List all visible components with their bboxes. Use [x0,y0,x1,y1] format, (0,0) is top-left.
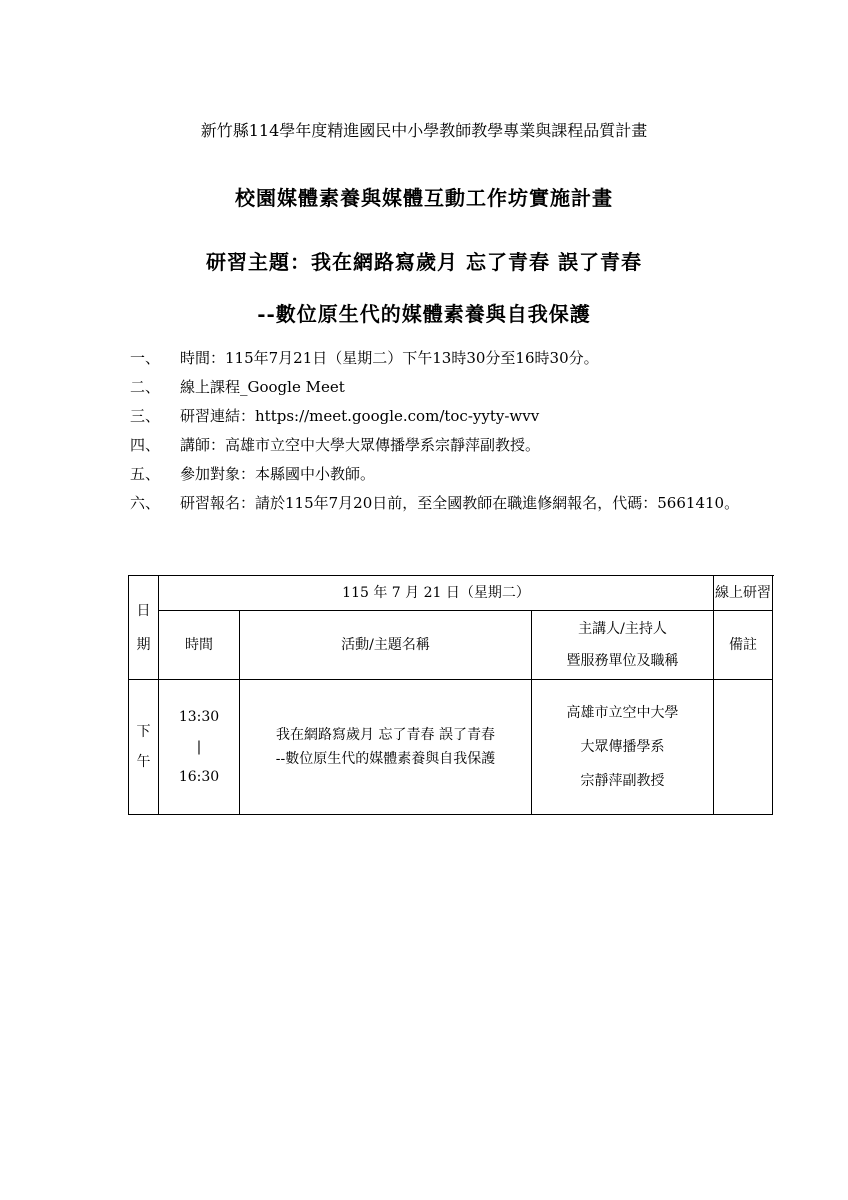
item-number: 六、 [130,494,161,512]
item-text: 參加對象：本縣國中小教師。 [180,465,376,483]
speaker-header-line: 主講人/主持人 [578,621,667,637]
plan-item [130,373,750,402]
speaker-line: 大眾傳播學系 [580,739,665,755]
speaker-cell [532,680,714,815]
schedule-table [128,575,773,815]
speaker-line: 宗靜萍副教授 [580,773,665,789]
plan-item [130,489,750,518]
time-end: 16:30 [178,769,220,785]
item-text: 研習報名：請於115年7月20日前，至全國教師在職進修網報名，代碼：5661410。 [180,494,740,512]
document-title: 校園媒體素養與媒體互動工作坊實施計畫 [235,186,613,210]
activity-line: 我在網路寫歲月 忘了青春 誤了青春 [276,727,495,743]
item-number: 三、 [130,407,161,425]
time-cell [159,680,240,815]
theme-line-1: 研習主題：我在網路寫歲月 忘了青春 誤了青春 [206,250,642,274]
table-header-row [129,576,773,611]
period-char: 下 [136,724,151,740]
table-column-header-row [129,611,773,680]
item-number: 四、 [130,436,161,454]
item-number: 五、 [130,465,161,483]
plan-item [130,460,750,489]
date-value-cell: 115 年 7 月 21 日（星期二） [159,576,714,611]
item-text: 時間：115年7月21日（星期二）下午13時30分至16時30分。 [180,349,599,367]
mode-cell: 線上研習 [714,576,773,611]
date-label-char: 日 [136,602,151,619]
date-label-char: 期 [136,636,151,653]
col-header-speaker [532,611,714,680]
plan-item [130,431,750,460]
item-text: 線上課程_Google Meet [180,378,345,396]
plan-item-list [130,344,750,518]
note-cell [714,680,773,815]
theme-line-2: --數位原生代的媒體素養與自我保護 [257,302,591,326]
table-row [129,680,773,815]
activity-cell [240,680,532,815]
item-number: 一、 [130,349,161,367]
item-text: 講師：高雄市立空中大學大眾傳播學系宗靜萍副教授。 [180,436,541,454]
activity-line: --數位原生代的媒體素養與自我保護 [275,751,496,767]
col-header-activity: 活動/主題名稱 [240,611,532,680]
date-label-cell [129,576,159,680]
period-char: 午 [136,754,151,770]
item-text: 研習連結：https://meet.google.com/toc-yyty-wvv [180,407,540,425]
col-header-note: 備註 [714,611,773,680]
document-subtitle: 新竹縣114學年度精進國民中小學教師教學專業與課程品質計畫 [200,121,648,140]
speaker-header-line: 暨服務單位及職稱 [566,653,679,669]
period-cell [129,680,159,815]
plan-item [130,402,750,431]
time-start: 13:30 [178,709,220,725]
plan-item [130,344,750,373]
item-number: 二、 [130,378,161,396]
speaker-line: 高雄市立空中大學 [566,705,679,721]
time-separator: | [196,739,202,755]
col-header-time: 時間 [159,611,240,680]
